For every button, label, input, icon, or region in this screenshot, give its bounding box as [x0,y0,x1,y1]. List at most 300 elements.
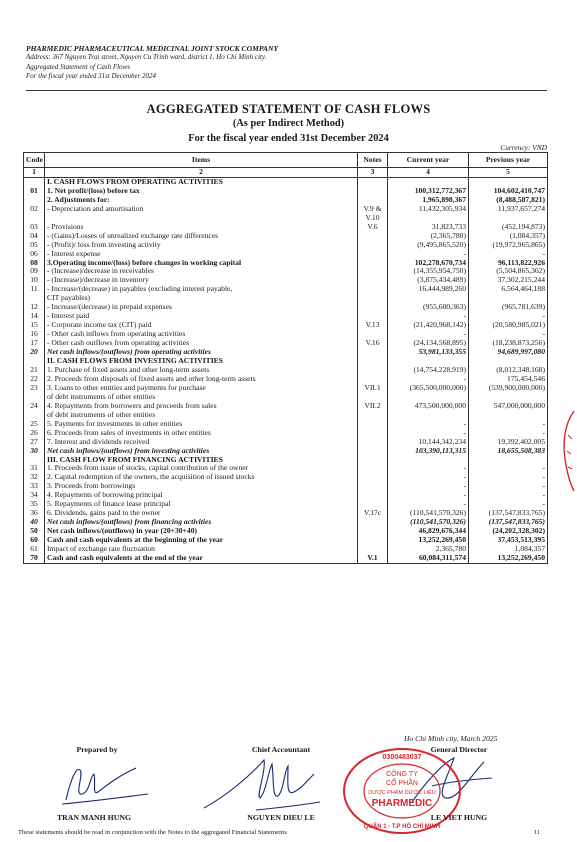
row-current-year [388,177,469,186]
row-item: Net cash inflows/(outflows) from operating activities [45,348,358,357]
row-previous-year: (539,900,000,000) [469,384,548,393]
table-row [24,464,548,473]
row-code: 32 [24,473,45,482]
row-item: 4. Repayments of borrowing principal [45,491,358,500]
table-row [24,509,548,518]
row-previous-year: (8,488,587,821) [469,196,548,205]
table-row [24,321,548,330]
row-code: 36 [24,509,45,518]
row-previous-year: (18,238,873,256) [469,339,548,348]
row-previous-year: - [469,250,548,259]
row-code: 09 [24,267,45,276]
row-current-year: 13,252,269,450 [388,536,469,545]
company-seal [340,746,464,836]
row-code: 11 [24,285,45,294]
row-note [358,473,388,482]
column-header-code: Code [24,153,45,168]
row-note [358,177,388,186]
row-item: - Increase/(decrease) in prepaid expenses [45,303,358,312]
row-current-year [388,214,469,223]
row-note [358,464,388,473]
row-item: Net cash inflows/(outflows) in year (20+30+40) [45,527,358,536]
table-row [24,447,548,456]
row-note: V.1 [358,554,388,563]
row-code [24,177,45,186]
row-note [358,366,388,375]
table-row [24,384,548,393]
row-item: of debt instruments of other entities [45,411,358,420]
row-previous-year: 18,655,508,383 [469,447,548,456]
table-row [24,429,548,438]
row-item: - Interest expense [45,250,358,259]
row-item: Net cash inflows/(outflows) from financing activities [45,518,358,527]
row-current-year [388,393,469,402]
row-item: - Increase/(decrease) in payables (excluding interest payable, [45,285,358,294]
row-code: 08 [24,259,45,268]
row-previous-year: - [469,312,548,321]
row-code: 10 [24,276,45,285]
row-current-year: 102,278,670,734 [388,259,469,268]
row-item: 1. Purchase of fixed assets and other long-term assets [45,366,358,375]
row-note [358,259,388,268]
row-item: 6. Proceeds from sales of investments in other entities [45,429,358,438]
row-previous-year: - [469,482,548,491]
row-note [358,456,388,465]
director-name: LE VIET HUNG [430,813,488,822]
row-code: 02 [24,205,45,214]
table-row [24,375,548,384]
row-previous-year [469,393,548,402]
row-code: 01 [24,187,45,196]
row-previous-year: 6,564,464,188 [469,285,548,294]
row-item [45,214,358,223]
row-previous-year: 1,084,357 [469,545,548,554]
row-note: V.6 [358,223,388,232]
row-current-year: 60,084,311,574 [388,554,469,563]
table-row [24,518,548,527]
page-title: AGGREGATED STATEMENT OF CASH FLOWS [146,102,431,116]
row-note: VII.2 [358,402,388,411]
table-row [24,223,548,232]
row-note [358,527,388,536]
row-item: - Interest paid [45,312,358,321]
table-row [24,214,548,223]
column-header-current-year: Current year [388,153,469,168]
row-code: 16 [24,330,45,339]
row-note [358,411,388,420]
row-note [358,491,388,500]
row-item: - Other cash outflows from operating activities [45,339,358,348]
row-current-year: 100,312,772,367 [388,187,469,196]
row-note [358,482,388,491]
row-code [24,357,45,366]
row-item: - (Increase)/decrease in inventory [45,276,358,285]
row-note [358,285,388,294]
row-code: 05 [24,241,45,250]
table-header-row [24,153,548,168]
row-note [358,232,388,241]
table-row [24,205,548,214]
column-index: 1 [24,168,45,178]
row-code: 12 [24,303,45,312]
row-code: 35 [24,500,45,509]
row-code [24,456,45,465]
row-current-year: - [388,330,469,339]
statement-name: Aggregated Statement of Cash Flows [26,62,130,71]
row-previous-year: (137,547,833,765) [469,509,548,518]
footer-note: These statements should be read in conjunction with the Notes to the aggregated Financial Statements [18,829,287,836]
row-note: V.10 [358,214,388,223]
row-previous-year: 94,689,997,080 [469,348,548,357]
row-previous-year [469,294,548,303]
svg-text:QUẬN 1 - T.P HỒ CHÍ MINH: QUẬN 1 - T.P HỒ CHÍ MINH [363,824,441,830]
row-current-year: 46,829,676,344 [388,527,469,536]
row-previous-year: 96,113,822,926 [469,259,548,268]
row-item: 1. Proceeds from issue of stocks, capital contribution of the owner [45,464,358,473]
preparer-name: TRAN MANH HUNG [56,813,132,822]
row-previous-year: (20,580,985,021) [469,321,548,330]
row-note [358,330,388,339]
place-date: Ho Chi Minh city, March 2025 [404,734,498,743]
company-address: Address: 367 Nguyen Trai street, Nguyen Cu Trinh ward, district 1, Ho Chi Minh city. [26,53,267,62]
row-previous-year: (19,972,965,865) [469,241,548,250]
row-current-year: 2,365,780 [388,545,469,554]
table-row [24,482,548,491]
accountant-name: NGUYEN DIEU LE [247,813,315,822]
table-row [24,267,548,276]
row-previous-year [469,214,548,223]
row-previous-year: - [469,491,548,500]
row-note [358,348,388,357]
row-item: of debt instruments of other entities [45,393,358,402]
currency-label: Currency: VND [500,143,547,152]
row-code: 50 [24,527,45,536]
page-number: 11 [534,829,541,836]
row-previous-year [469,411,548,420]
table-row [24,276,548,285]
row-note [358,536,388,545]
row-current-year: 473,500,000,000 [388,402,469,411]
row-note [358,447,388,456]
row-code [24,411,45,420]
statement-period: For the fiscal year ended 31st December 2024 [26,72,157,81]
row-code: 14 [24,312,45,321]
row-current-year: - [388,429,469,438]
table-row [24,196,548,205]
row-code [24,214,45,223]
row-item: - Other cash inflows from operating activities [45,330,358,339]
row-code: 34 [24,491,45,500]
page-period: For the fiscal year ended 31st December 2024 [188,133,389,144]
row-previous-year: 37,302,215,244 [469,276,548,285]
row-previous-year: - [469,429,548,438]
row-note [358,294,388,303]
row-current-year: 53,981,133,355 [388,348,469,357]
row-code [24,294,45,303]
table-row [24,393,548,402]
row-item: - (Profit)/ loss from investing activity [45,241,358,250]
row-code: 26 [24,429,45,438]
table-row [24,500,548,509]
row-item: 6. Dividends, gains paid to the owner [45,509,358,518]
row-current-year: 31,823,733 [388,223,469,232]
row-current-year: - [388,500,469,509]
row-previous-year: - [469,464,548,473]
row-note [358,500,388,509]
row-note [358,375,388,384]
row-code: 21 [24,366,45,375]
page-subtitle: (As per Indirect Method) [232,118,345,129]
row-current-year: 11,432,305,934 [388,205,469,214]
row-item: II. CASH FLOWS FROM INVESTING ACTIVITIES [45,357,358,366]
table-row [24,348,548,357]
row-note [358,420,388,429]
column-index: 5 [469,168,548,178]
row-previous-year: - [469,420,548,429]
table-row [24,330,548,339]
row-item: 2. Capital redemption of the owners, the acquisition of issued stocks [45,473,358,482]
table-row [24,411,548,420]
row-item: - (Increase)/decrease in receivables [45,267,358,276]
row-previous-year: (137,547,833,765) [469,518,548,527]
table-row [24,339,548,348]
table-row [24,250,548,259]
row-note: V.9 & [358,205,388,214]
row-previous-year: - [469,500,548,509]
row-code: 33 [24,482,45,491]
row-current-year: (955,600,363) [388,303,469,312]
row-previous-year: (24,202,328,302) [469,527,548,536]
row-code: 17 [24,339,45,348]
svg-text:PHARMEDIC: PHARMEDIC [371,798,433,809]
row-item: 4. Repayments from borrowers and proceeds from sales [45,402,358,411]
row-item: 5. Repayments of finance lease principal [45,500,358,509]
row-current-year: 103,390,113,315 [388,447,469,456]
row-code: 60 [24,536,45,545]
row-current-year: 10,144,342,234 [388,438,469,447]
row-code: 70 [24,554,45,563]
row-current-year: (3,875,434,489) [388,276,469,285]
row-previous-year [469,357,548,366]
row-item: - Depreciation and amortisation [45,205,358,214]
row-note [358,276,388,285]
row-note [358,545,388,554]
row-code: 03 [24,223,45,232]
row-code: 40 [24,518,45,527]
row-current-year: (2,365,780) [388,232,469,241]
row-code: 06 [24,250,45,259]
row-previous-year: 19,392,402,005 [469,438,548,447]
row-current-year: (9,495,865,520) [388,241,469,250]
row-note [358,250,388,259]
table-row [24,402,548,411]
table-row [24,259,548,268]
row-item: I. CASH FLOWS FROM OPERATING ACTIVITIES [45,177,358,186]
table-row [24,473,548,482]
row-code: 24 [24,402,45,411]
row-note [358,267,388,276]
svg-text:0300483037: 0300483037 [382,754,422,761]
row-item: 3. Loans to other entities and payments for purchase [45,384,358,393]
row-code: 23 [24,384,45,393]
row-previous-year [469,177,548,186]
row-item: Net cash inflows/(outflows) from investing activities [45,447,358,456]
row-item: 2. Adjustments for: [45,196,358,205]
table-row [24,527,548,536]
column-index: 2 [45,168,358,178]
row-code: 22 [24,375,45,384]
row-current-year: - [388,491,469,500]
row-item: III. CASH FLOW FROM FINANCING ACTIVITIES [45,456,358,465]
table-row [24,294,548,303]
row-code: 04 [24,232,45,241]
row-code: 61 [24,545,45,554]
column-header-previous-year: Previous year [469,153,548,168]
column-index-row [24,168,548,178]
table-row [24,536,548,545]
row-note [358,187,388,196]
row-current-year: (110,541,570,326) [388,518,469,527]
row-current-year: 1,965,898,367 [388,196,469,205]
column-header-items: Items [45,153,358,168]
row-current-year: (14,754,228,919) [388,366,469,375]
row-previous-year: - [469,473,548,482]
row-item: 1. Net profit/(loss) before tax [45,187,358,196]
table-row [24,232,548,241]
row-current-year: - [388,473,469,482]
row-current-year [388,294,469,303]
chief-accountant-label: Chief Accountant [251,745,311,754]
row-note [358,241,388,250]
row-current-year: - [388,375,469,384]
row-code: 27 [24,438,45,447]
cash-flow-table [23,152,548,564]
row-code: 31 [24,464,45,473]
row-previous-year: (1,084,357) [469,232,548,241]
row-code: 30 [24,447,45,456]
svg-text:DƯỢC PHẨM DƯỢC LIỆU: DƯỢC PHẨM DƯỢC LIỆU [368,790,436,796]
edge-seal-mark [556,405,576,495]
row-current-year [388,411,469,420]
table-row [24,303,548,312]
row-current-year: 16,444,989,260 [388,285,469,294]
row-note [358,357,388,366]
signature-preparer [36,752,156,814]
row-previous-year [469,456,548,465]
row-previous-year: 175,454,546 [469,375,548,384]
row-item: 7. Interest and dividends received [45,438,358,447]
table-row [24,187,548,196]
row-current-year: - [388,464,469,473]
row-note [358,393,388,402]
row-item: 3.Operating income/(loss) before changes in working capital [45,259,358,268]
table-row [24,554,548,563]
row-current-year: (14,355,954,750) [388,267,469,276]
column-index: 3 [358,168,388,178]
row-note: V.13 [358,321,388,330]
row-current-year: - [388,420,469,429]
row-previous-year: 37,453,513,395 [469,536,548,545]
row-previous-year: 13,252,269,450 [469,554,548,563]
general-director-label: General Director [430,745,488,754]
header-divider [26,90,547,91]
row-note [358,438,388,447]
row-item: CIT payables) [45,294,358,303]
row-current-year [388,456,469,465]
row-code: 25 [24,420,45,429]
row-previous-year: (5,504,865,362) [469,267,548,276]
row-previous-year: 104,602,410,747 [469,187,548,196]
row-item: Cash and cash equivalents at the end of the year [45,554,358,563]
row-note: V.16 [358,339,388,348]
row-item: - Provisions [45,223,358,232]
table-row [24,357,548,366]
row-current-year: (24,134,568,895) [388,339,469,348]
row-note [358,312,388,321]
table-row [24,177,548,186]
column-index: 4 [388,168,469,178]
row-current-year [388,357,469,366]
table-row [24,438,548,447]
row-item: 5. Payments for investments in other entities [45,420,358,429]
company-name: PHARMEDIC PHARMACEUTICAL MEDICINAL JOINT STOCK COMPANY [26,44,279,53]
row-code [24,393,45,402]
table-row [24,545,548,554]
row-current-year: - [388,250,469,259]
row-previous-year: (8,012,348,168) [469,366,548,375]
row-previous-year: 547,000,000,000 [469,402,548,411]
table-row [24,491,548,500]
row-note [358,303,388,312]
row-current-year: (110,541,570,326) [388,509,469,518]
svg-text:CÔNG TY: CÔNG TY [386,771,418,778]
row-item: Cash and cash equivalents at the beginning of the year [45,536,358,545]
table-row [24,366,548,375]
svg-text:CỔ PHẦN: CỔ PHẦN [386,780,418,787]
table-row [24,312,548,321]
row-item: - (Gains)/Losses of unrealized exchange rate differences [45,232,358,241]
row-note [358,196,388,205]
table-body [24,177,548,563]
table-row [24,285,548,294]
row-current-year: - [388,312,469,321]
table-row [24,241,548,250]
row-code: 15 [24,321,45,330]
row-code: 20 [24,348,45,357]
row-code [24,196,45,205]
row-previous-year: (965,781,639) [469,303,548,312]
row-note [358,429,388,438]
row-previous-year: - [469,330,548,339]
prepared-by-label: Prepared by [76,745,118,754]
row-current-year: - [388,482,469,491]
row-current-year: (365,500,000,000) [388,384,469,393]
signature-accountant [196,752,326,814]
document-header [26,44,278,82]
row-item: 2. Proceeds from disposals of fixed assets and other long-term assets [45,375,358,384]
row-current-year: (21,420,968,142) [388,321,469,330]
row-note [358,518,388,527]
row-item: Impact of exchange rate fluctuation [45,545,358,554]
table-row [24,456,548,465]
row-item: 3. Proceeds from borrowings [45,482,358,491]
row-note: V.17c [358,509,388,518]
row-item: - Corporate income tax (CIT) paid [45,321,358,330]
column-header-notes: Notes [358,153,388,168]
row-note: VII.1 [358,384,388,393]
row-previous-year: (452,194,873) [469,223,548,232]
row-previous-year: 11,937,657,274 [469,205,548,214]
